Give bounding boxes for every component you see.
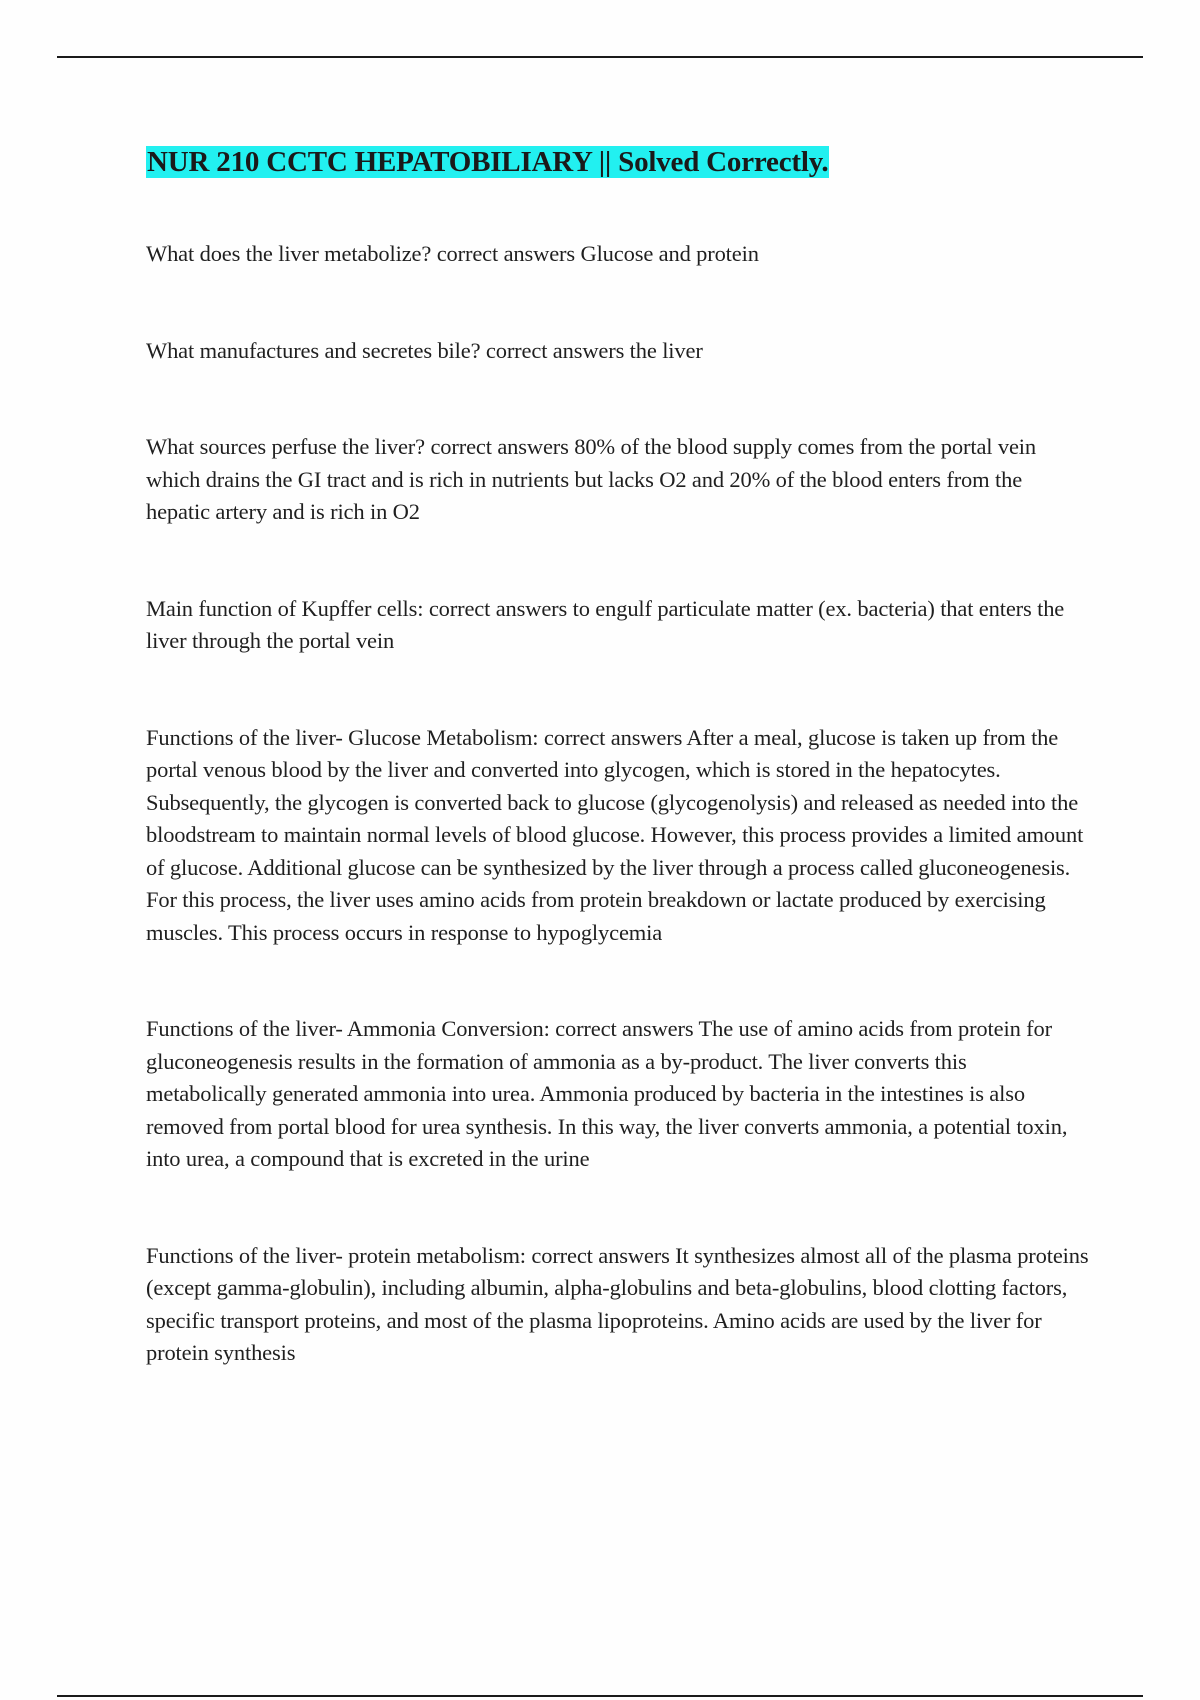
document-body — [146, 142, 1091, 1370]
footer-rule — [57, 1695, 1143, 1697]
page-title — [146, 142, 1091, 182]
qa-entry-kupffer-cells: Main function of Kupffer cells: correct answers to engulf particulate matter (ex. bacteria) that enters the liver through the portal vein — [146, 595, 1065, 653]
title-highlight: NUR 210 CCTC HEPATOBILIARY || Solved Correctly. — [147, 146, 829, 178]
qa-entry-ammonia-conversion: Functions of the liver- Ammonia Conversion: correct answers The use of amino acids from protein for gluconeogenesis results in the formation of ammonia as a by-product. The liver converts this metabolically generated ammonia into urea. Ammonia produced by bacteria in the intestines is also removed from portal blood for urea synthesis. In this way, the liver converts ammonia, a potential toxin, into urea, a compound that is excreted in the urine — [146, 1016, 1068, 1171]
qa-entry-bile: What manufactures and secretes bile? correct answers the liver — [146, 337, 703, 363]
header-rule — [57, 56, 1143, 58]
qa-entry-liver-metabolize: What does the liver metabolize? correct answers Glucose and protein — [146, 241, 759, 266]
qa-entry-glucose-metabolism: Functions of the liver- Glucose Metabolism: correct answers After a meal, glucose is taken up from the portal venous blood by the liver and converted into glycogen, which is stored in the hepatocytes. Subsequently, the glycogen is converted back to glucose (glycogenolysis) and released as needed into the bloodstream to maintain normal levels of blood glucose. However, this process provides a limited amount of glucose. Additional glucose can be synthesized by the liver through a process called gluconeogenesis. For this process, the liver uses amino acids from protein breakdown or lactate produced by exercising muscles. This process occurs in response to hypoglycemia — [146, 724, 1084, 945]
qa-entry-protein-metabolism: Functions of the liver- protein metabolism: correct answers It synthesizes almost all of the plasma proteins (except gamma-globulin), including albumin, alpha-globulins and beta-globulins, blood clotting factors, specific transport proteins, and most of the plasma lipoproteins. Amino acids are used by the liver for protein synthesis — [146, 1242, 1089, 1365]
qa-entry-perfusion: What sources perfuse the liver? correct answers 80% of the blood supply comes from the portal vein which drains the GI tract and is rich in nutrients but lacks O2 and 20% of the blood enters from the hepatic artery and is rich in O2 — [146, 434, 1037, 524]
